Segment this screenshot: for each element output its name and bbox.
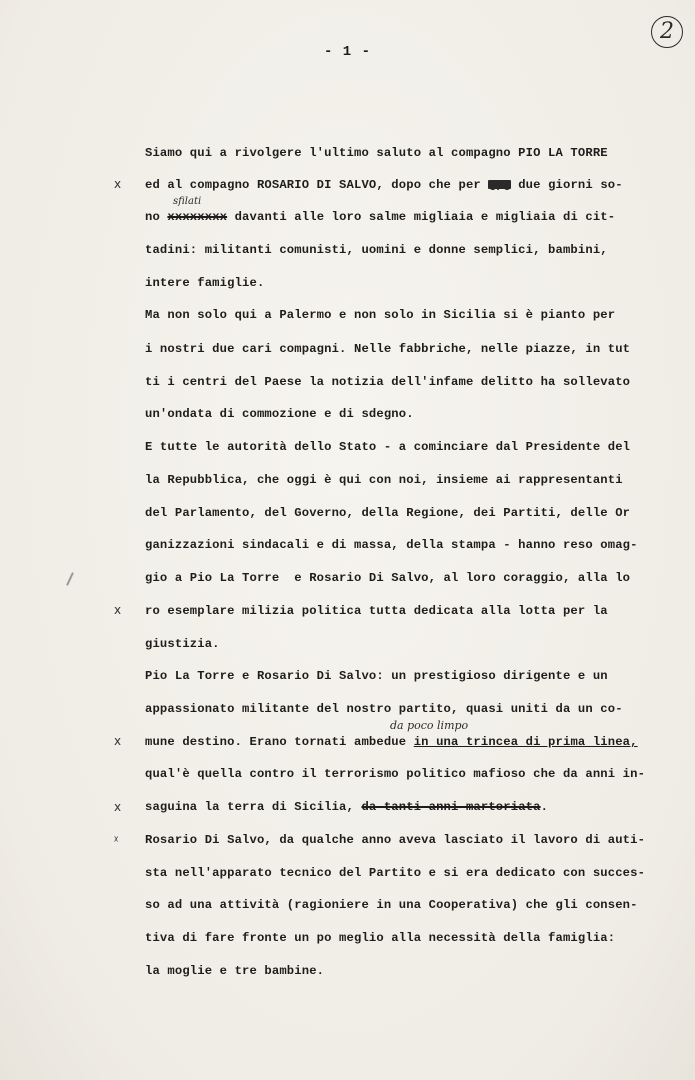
text-line: Siamo qui a rivolgere l'ultimo saluto al compagno PIO LA TORRE [145, 146, 608, 160]
ink-smudge [66, 572, 74, 586]
text-line: la moglie e tre bambine. [145, 964, 325, 978]
crossed-out-word: tre [488, 180, 511, 195]
margin-mark-x: x [114, 177, 122, 191]
text-line: ti i centri del Paese la notizia dell'infame delitto ha sollevato [145, 375, 631, 389]
margin-mark-x: x [114, 800, 122, 814]
text-line: qual'è quella contro il terrorismo politico mafioso che da anni in- [145, 767, 646, 781]
crossed-out-word: xxxxxxxx [167, 210, 228, 224]
text-line: del Parlamento, del Governo, della Regione, dei Partiti, delle Or [145, 506, 631, 520]
text-line: intere famiglie. [145, 276, 265, 290]
page-circle-number: 2 [651, 16, 683, 48]
text-line: ganizzazioni sindacali e di massa, della stampa - hanno reso omag- [145, 538, 638, 552]
text-line: giustizia. [145, 637, 220, 651]
text-line: sta nell'apparato tecnico del Partito e si era dedicato con succes- [145, 866, 646, 880]
margin-mark-x: x [114, 734, 122, 748]
text-line: gio a Pio La Torre e Rosario Di Salvo, al loro coraggio, alla lo [145, 571, 631, 585]
text-line: ro esemplare milizia politica tutta dedicata alla lotta per la [145, 604, 608, 618]
text-line: appassionato militante del nostro partito, quasi uniti da un co- [145, 702, 623, 716]
handwritten-correction: sfilati [173, 196, 202, 207]
margin-mark-check: ᵡ [114, 833, 119, 847]
text-line: ed al compagno ROSARIO DI SALVO, dopo che per tre due giorni so- [145, 178, 623, 195]
text-line: Ma non solo qui a Palermo e non solo in Sicilia si è pianto per [145, 308, 616, 322]
text-line: la Repubblica, che oggi è qui con noi, insieme ai rappresentanti [145, 473, 623, 487]
text-line: Rosario Di Salvo, da qualche anno aveva lasciato il lavoro di auti- [145, 833, 646, 847]
text-line: saguina la terra di Sicilia, da tanti anni martoriata. [145, 800, 549, 814]
text-line: no xxxxxxxx davanti alle loro salme migliaia e migliaia di cit- [145, 210, 616, 224]
text-line: tadini: militanti comunisti, uomini e donne semplici, bambini, [145, 243, 608, 257]
text-line: un'ondata di commozione e di sdegno. [145, 407, 414, 421]
text-line: i nostri due cari compagni. Nelle fabbriche, nelle piazze, in tut [145, 342, 631, 356]
text-line: so ad una attività (ragioniere in una Cooperativa) che gli consen- [145, 898, 638, 912]
text-line: tiva di fare fronte un po meglio alla necessità della famiglia: [145, 931, 616, 945]
crossed-out-phrase: da tanti anni martoriata [361, 800, 541, 814]
text-line: E tutte le autorità dello Stato - a cominciare dal Presidente del [145, 440, 631, 454]
text-line: Pio La Torre e Rosario Di Salvo: un prestigioso dirigente e un [145, 669, 608, 683]
text-line: mune destino. Erano tornati ambedue in una trincea di prima linea, [145, 735, 638, 749]
page-number: - 1 - [323, 44, 371, 60]
handwritten-correction: da poco limpo [390, 719, 469, 732]
margin-mark-x: x [114, 603, 122, 617]
